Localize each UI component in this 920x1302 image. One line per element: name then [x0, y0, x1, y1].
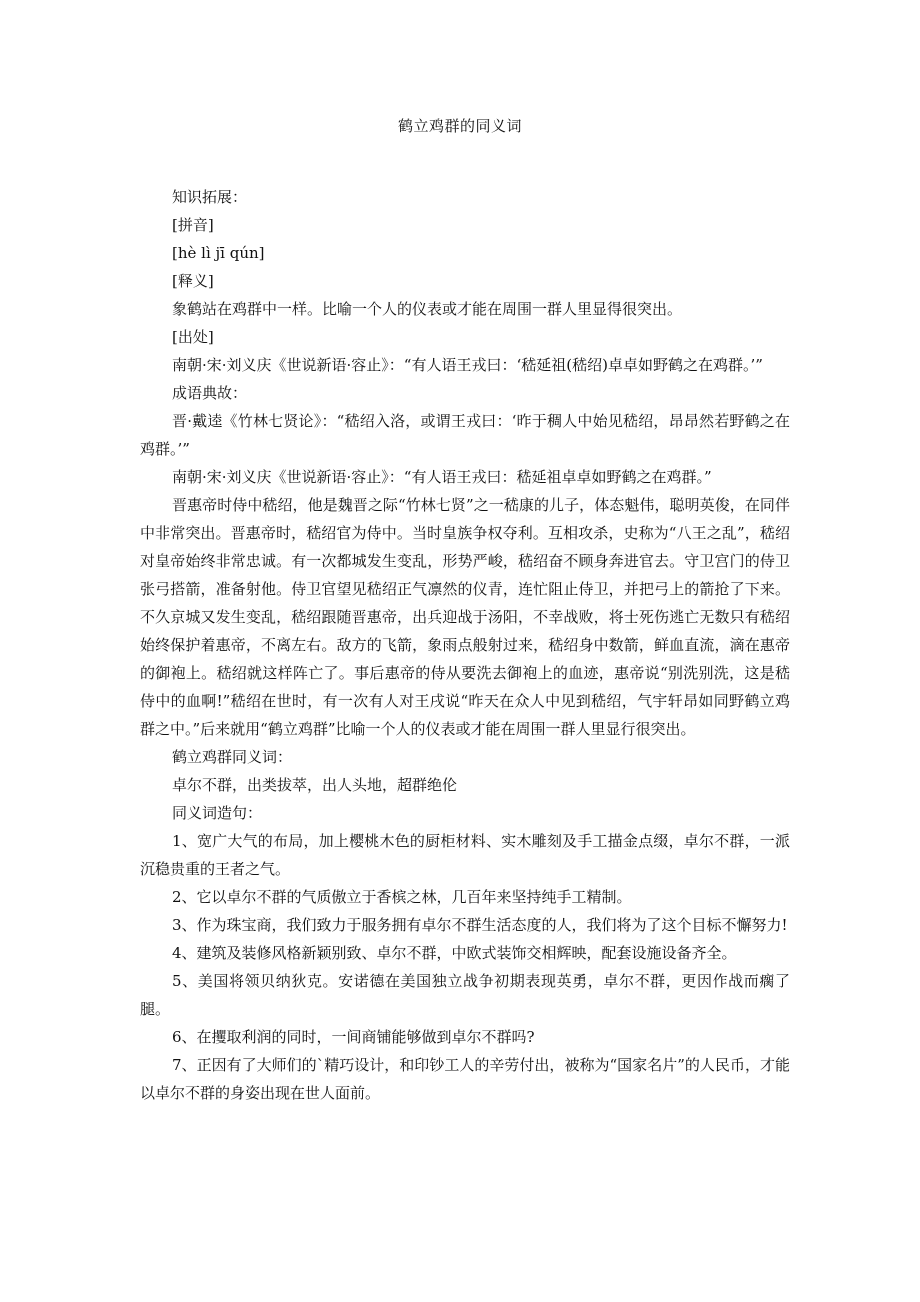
paragraph-synonyms-heading: 鹤立鸡群同义词： [172, 748, 293, 766]
paragraph-pinyin: [hè lì jī qún] [172, 244, 265, 262]
paragraph-meaning-label: [释义] [172, 272, 214, 290]
paragraph-source: 南朝·宋·刘义庆《世说新语·容止》：“有人语王戎曰：‘嵇延祖(嵇绍)卓卓如野鹤之在鸡群。’” [172, 356, 763, 374]
paragraph-story-quote-2: 南朝·宋·刘义庆《世说新语·容止》：“有人语王戎曰：嵇延祖卓卓如野鹤之在鸡群。” [172, 468, 712, 486]
paragraph-examples-heading: 同义词造句： [172, 804, 263, 822]
paragraph-example-7: 7、正因有了大师们的`精巧设计，和印钞工人的辛劳付出，被称为“国家名片”的人民币，才能以卓尔不群的身姿出现在世人面前。 [140, 1056, 790, 1102]
paragraph-source-label: [出处] [172, 328, 214, 346]
paragraph-example-3: 3、作为珠宝商，我们致力于服务拥有卓尔不群生活态度的人，我们将为了这个目标不懈努力! [172, 916, 788, 934]
paragraph-example-2: 2、它以卓尔不群的气质傲立于香槟之林，几百年来坚持纯手工精制。 [172, 888, 632, 906]
paragraph-synonyms: 卓尔不群，出类拔萃，出人头地，超群绝伦 [172, 776, 458, 794]
paragraph-example-1: 1、宽广大气的布局，加上樱桃木色的厨柜材料、实木雕刻及手工描金点缀，卓尔不群，一派沉稳贵重的王者之气。 [140, 832, 790, 878]
paragraph-example-4: 4、建筑及装修风格新颖别致、卓尔不群，中欧式装饰交相辉映，配套设施设备齐全。 [172, 944, 737, 962]
document-body [140, 183, 790, 1107]
paragraph-story-quote-1: 晋·戴逵《竹林七贤论》：“嵇绍入洛，或谓王戎曰：‘昨于稠人中始见嵇绍，昂昂然若野鹤之在鸡群。’” [140, 412, 790, 458]
paragraph-story-heading: 成语典故： [172, 384, 248, 402]
paragraph-example-5: 5、美国将领贝纳狄克。安诺德在美国独立战争初期表现英勇，卓尔不群，更因作战而瘸了腿。 [140, 972, 790, 1018]
paragraph-meaning: 象鹤站在鸡群中一样。比喻一个人的仪表或才能在周围一群人里显得很突出。 [172, 300, 683, 318]
paragraph-knowledge-heading: 知识拓展： [172, 188, 248, 206]
paragraph-pinyin-label: [拼音] [172, 216, 214, 234]
document-title: 鹤立鸡群的同义词 [397, 117, 522, 135]
paragraph-example-6: 6、在攫取利润的同时，一间商铺能够做到卓尔不群吗? [172, 1028, 535, 1046]
paragraph-story: 晋惠帝时侍中嵇绍，他是魏晋之际“竹林七贤”之一嵇康的儿子，体态魁伟，聪明英俊，在同伴中非常突出。晋惠帝时，嵇绍官为侍中。当时皇族争权夺利。互相攻杀，史称为“八王之乱”，嵇绍对皇帝始终非常忠诚。有一次都城发生变乱，形势严峻，嵇绍奋不顾身奔进官去。守卫宫门的侍卫张弓搭箭，准备射他。侍卫官望见嵇绍正气凛然的仪青，连忙阻止侍卫，并把弓上的箭抢了下来。不久京城又发生变乱，嵇绍跟随晋惠帝，出兵迎战于汤阳，不幸战败，将士死伤逃亡无数只有嵇绍始终保护着惠帝，不离左右。敌方的飞箭，象雨点般射过来，嵇绍身中数箭，鲜血直流，滴在惠帝的御袍上。嵇绍就这样阵亡了。事后惠帝的侍从要洗去御袍上的血迹，惠帝说“别洗别洗，这是嵇侍中的血啊!”嵇绍在世时，有一次有人对王戌说“昨天在众人中见到嵇绍，气宇轩昂如同野鹤立鸡群之中。”后来就用“鹤立鸡群”比喻一个人的仪表或才能在周围一群人里显行很突出。 [140, 496, 790, 738]
